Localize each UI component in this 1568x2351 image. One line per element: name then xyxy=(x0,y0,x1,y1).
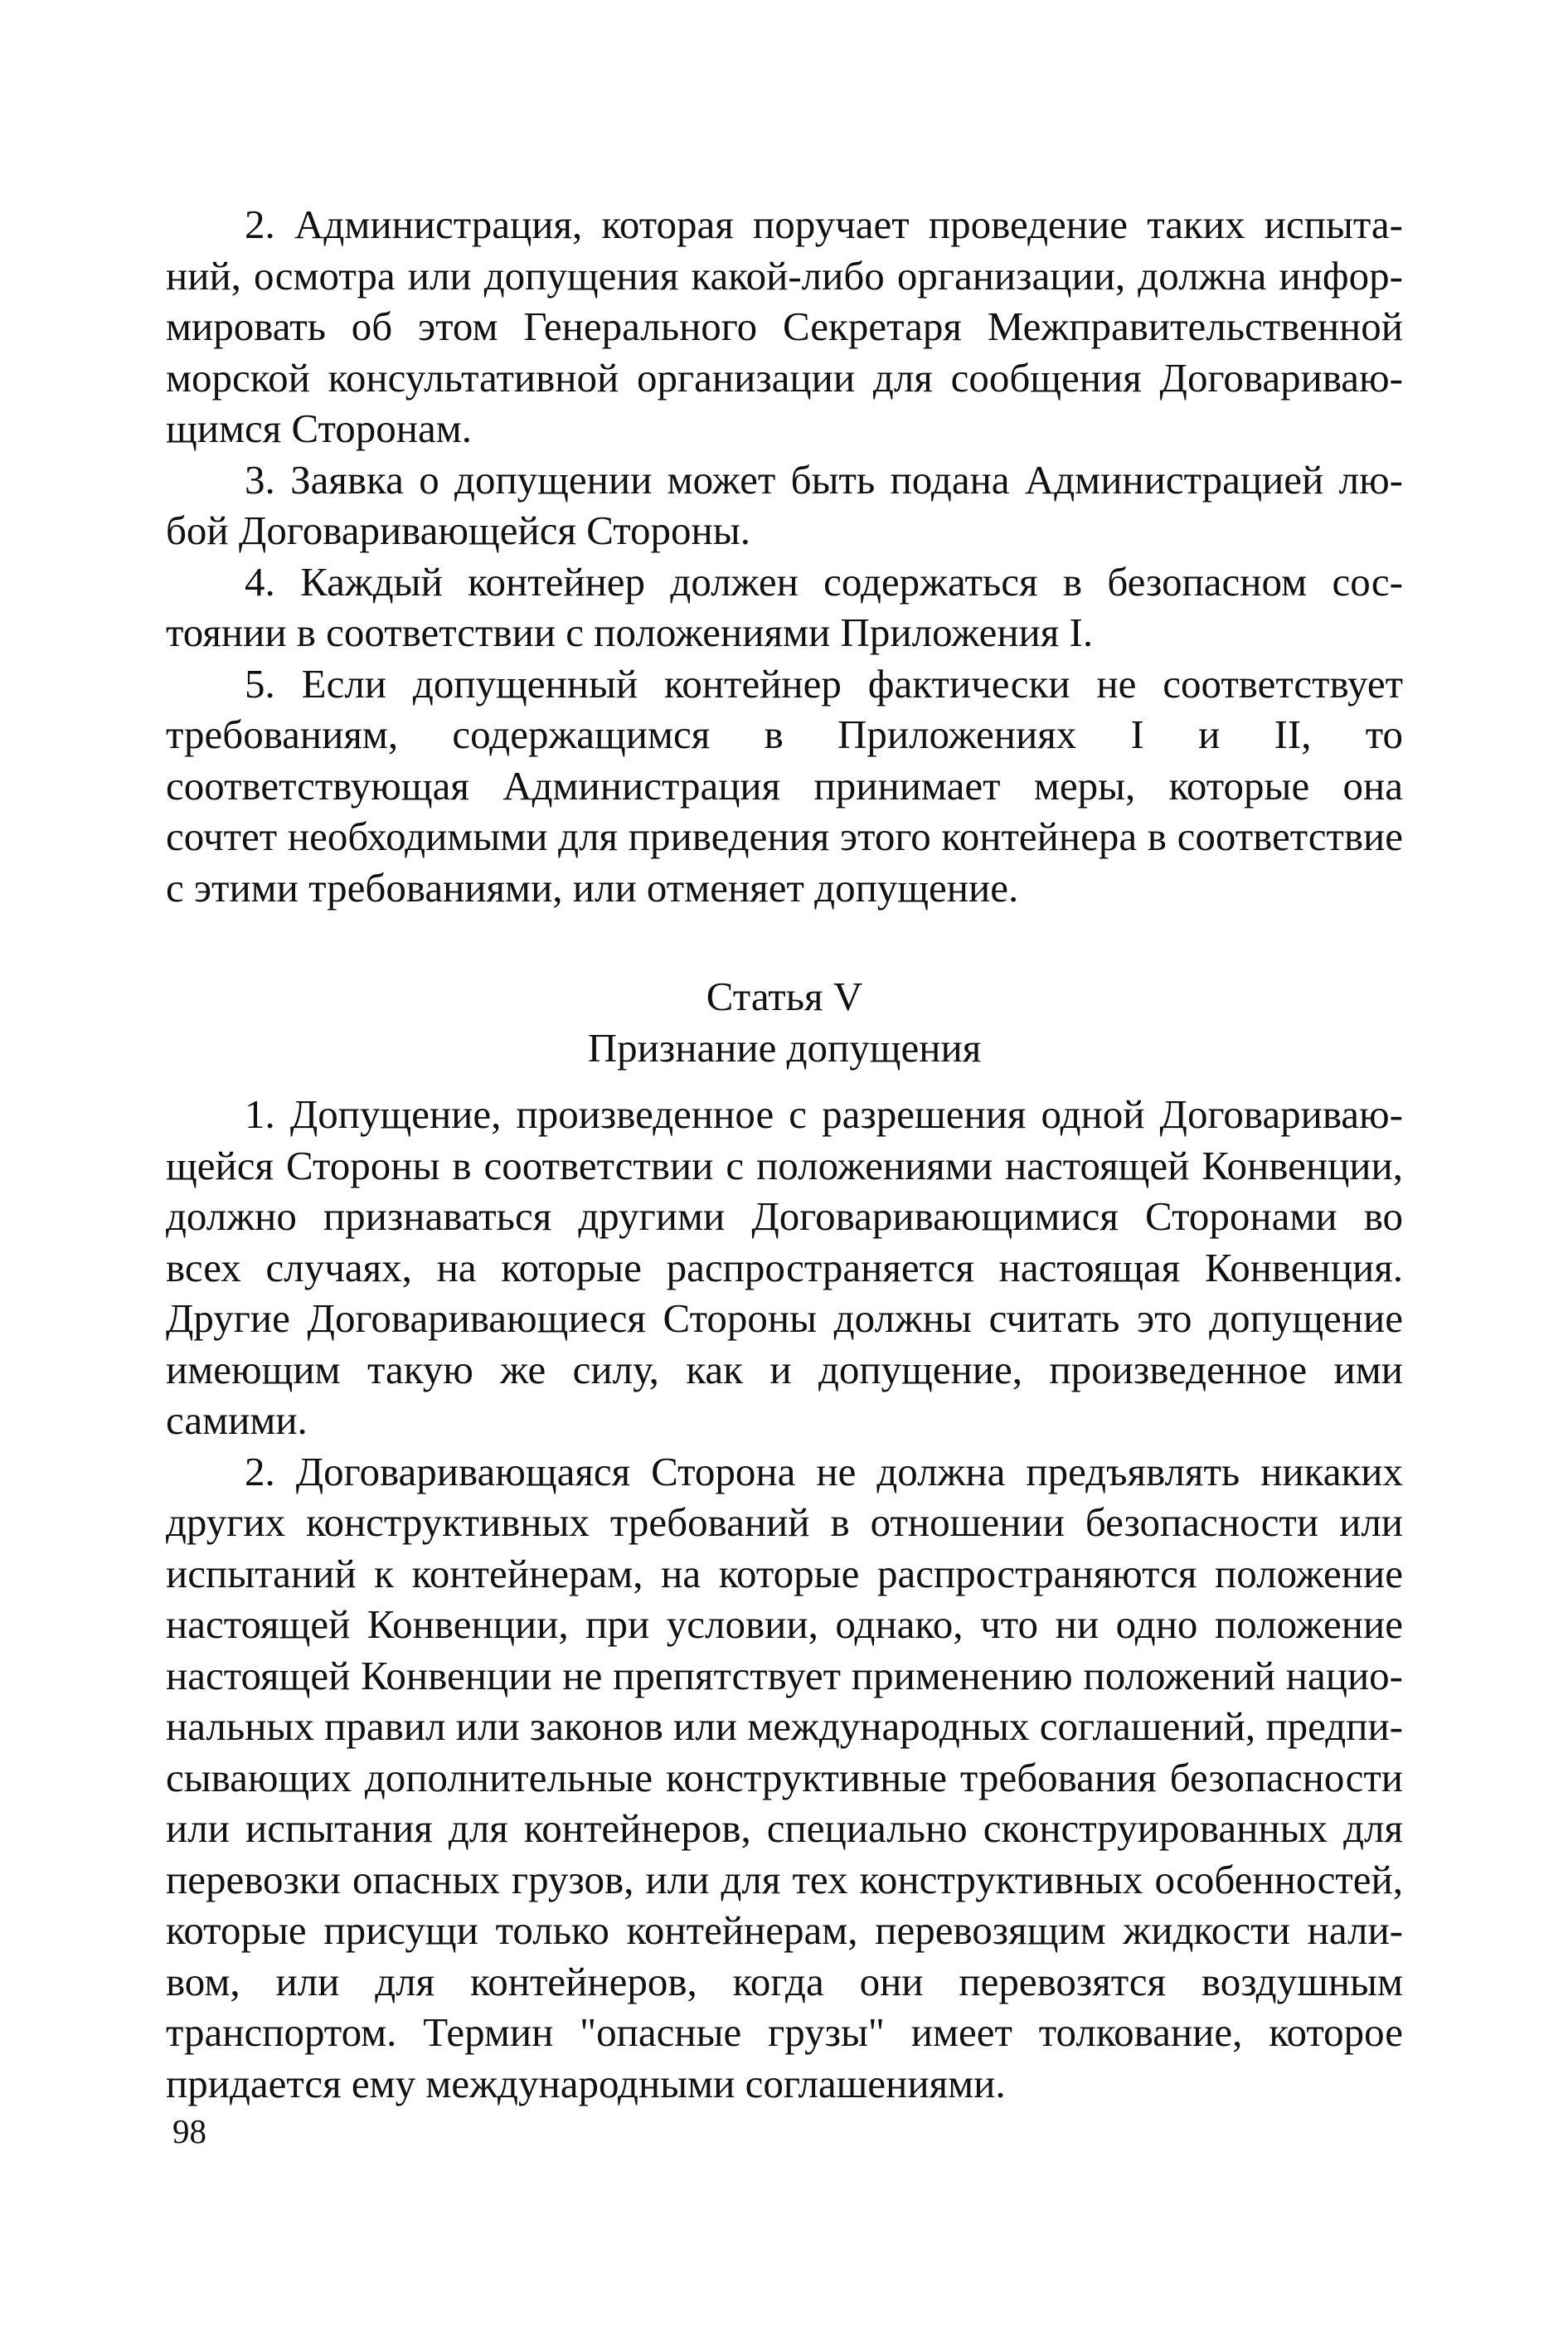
paragraph-5: 5. Если допущенный контейнер фактически не соответствует требованиям, содержащимся в Приложениях I и II, то соответствующая Администрация принимает меры, которые она сочтет необходимыми для приведения этого контейнера в соответствие с этими требованиями, или отменяет допущение. xyxy=(166,660,1403,911)
article-v-paragraph-1: 1. Допущение, произведенное с разрешения одной Договаривающейся Стороны в соответствии с положениями настоящей Конвенции, должно признаваться другими Договаривающимися Сторонами во всех случаях, на которые распространяется настоящая Конвенция. Другие Договаривающиеся Стороны должны считать это допущение имеющим такую же силу, как и допущение, произведенное ими самими. xyxy=(166,1091,1403,1443)
paragraph-3: 3. Заявка о допущении может быть подана Администрацией любой Договаривающейся Стороны. xyxy=(166,456,1403,553)
article-heading xyxy=(166,971,1403,1074)
article-number: Статья V xyxy=(706,974,863,1019)
document-page xyxy=(166,199,1403,2109)
page-number: 98 xyxy=(172,2112,206,2150)
article-v-paragraph-2: 2. Договаривающаяся Сторона не должна предъявлять никаких других конструктивных требований в отношении безопасности или испытаний к контейнерам, на которые распространяются положение настоящей Конвенции, при условии, однако, что ни одно положение настоящей Конвенции не препятствует применению положений национальных правил или законов или международных соглашений, предписывающих дополнительные конструктивные требования безопасности или испытания для контейнеров, специально сконструированных для перевозки опасных грузов, или для тех конструктивных особенностей, которые присущи только контейнерам, перевозящим жидкости наливом, или для контейнеров, когда они перевозятся воздушным транспортом. Термин "опасные грузы" имеет толкование, которое придается ему международными соглашениями. xyxy=(166,1448,1403,2106)
paragraph-4: 4. Каждый контейнер должен содержаться в безопасном состоянии в соответствии с положениями Приложения I. xyxy=(166,558,1403,655)
article-title: Признание допущения xyxy=(587,1025,982,1071)
paragraph-2: 2. Администрация, которая поручает проведение таких испытаний, осмотра или допущения какой-либо организации, должна информировать об этом Генерального Секретаря Межправительственной морской консультативной организации для сообщения Договаривающимся Сторонам. xyxy=(166,202,1403,451)
